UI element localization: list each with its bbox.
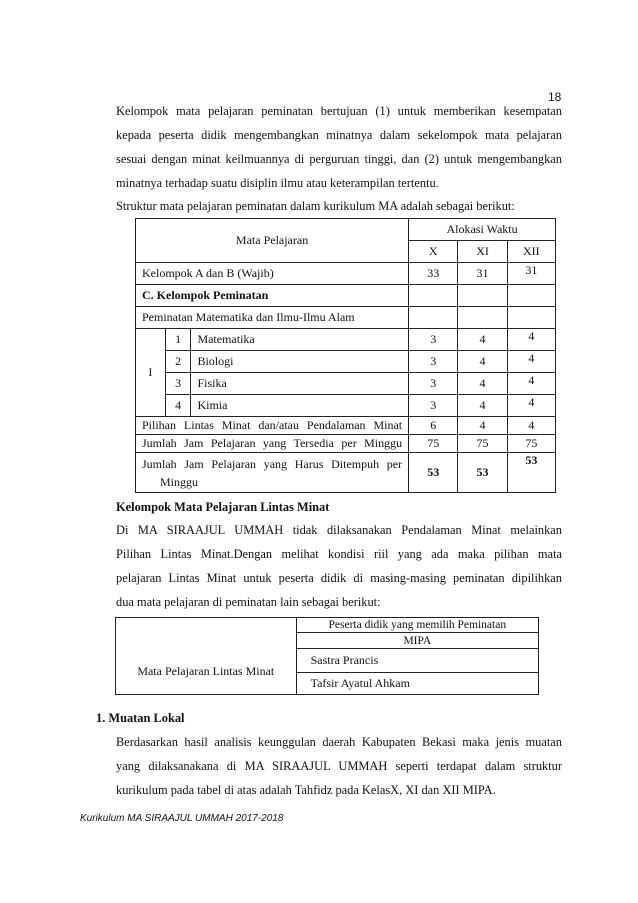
cell-value: 31 <box>507 263 555 285</box>
page-footer: Kurikulum MA SIRAAJUL UMMAH 2017-2018 <box>80 813 284 824</box>
subject-name: Fisika <box>191 373 409 395</box>
subject-number: 1 <box>165 329 191 351</box>
struktur-table <box>135 218 556 493</box>
cell-value: 4 <box>507 417 555 435</box>
lintas-line-3: pelajaran Lintas Minat untuk peserta didik di masing-masing peminatan dipilihkan <box>116 571 562 585</box>
cell-value: 4 <box>458 417 507 435</box>
cell-value: 75 <box>409 435 458 453</box>
intro-line-4: minatnya terhadap suatu disiplin ilmu atau keterampilan tertentu. <box>116 176 439 190</box>
table-row <box>136 285 556 307</box>
muatan-line-1: Berdasarkan hasil analisis keunggulan daerah Kabupaten Bekasi maka jenis muatan <box>116 735 562 749</box>
muatan-line-2: yang dilaksanakana di MA SIRAAJUL UMMAH seperti terdapat dalam struktur <box>116 759 562 773</box>
table-row <box>136 395 556 417</box>
row-label: C. Kelompok Peminatan <box>136 285 409 307</box>
table-row <box>136 307 556 329</box>
row-label: Mata Pelajaran Lintas Minat <box>116 649 297 695</box>
table-row <box>136 263 556 285</box>
table-row <box>136 329 556 351</box>
subject-number: 4 <box>165 395 191 417</box>
row-label-continued: Minggu <box>160 474 199 489</box>
muatan-line-3: kurikulum pada tabel di atas adalah Tahfidz pada KelasX, XI dan XII MIPA. <box>116 783 496 797</box>
lintas-line-2: Pilihan Lintas Minat.Dengan melihat kondisi riil yang ada maka pilihan mata <box>116 547 562 561</box>
cell-value: 4 <box>507 373 555 395</box>
cell-value: 53 <box>507 453 555 493</box>
muatan-lokal-heading: 1. Muatan Lokal <box>96 711 185 725</box>
cell-value: 4 <box>458 395 507 417</box>
cell-value: 53 <box>458 453 507 493</box>
cell-value: 31 <box>458 263 507 285</box>
table-row <box>136 373 556 395</box>
cell-value: 3 <box>409 329 458 351</box>
row-label: Kelompok A dan B (Wajib) <box>136 263 409 285</box>
row-label: Pilihan Lintas Minat dan/atau Pendalaman Minat <box>136 417 409 435</box>
header-peserta: Peserta didik yang memilih Peminatan <box>296 618 538 633</box>
cell-value: 4 <box>507 395 555 417</box>
cell-value: 75 <box>458 435 507 453</box>
lintas-minat-heading: Kelompok Mata Pelajaran Lintas Minat <box>116 500 330 514</box>
row-label: Jumlah Jam Pelajaran yang Harus Ditempuh per <box>142 456 403 471</box>
subject-number: 2 <box>165 351 191 373</box>
cell-value: 33 <box>409 263 458 285</box>
cell-value: 75 <box>507 435 555 453</box>
header-alokasi-waktu: Alokasi Waktu <box>409 219 556 241</box>
cell-value: 4 <box>507 329 555 351</box>
cell-value: 3 <box>409 373 458 395</box>
table-row <box>136 351 556 373</box>
subject-name: Kimia <box>191 395 409 417</box>
cell-value: 3 <box>409 351 458 373</box>
lintas-line-4: dua mata pelajaran di peminatan lain sebagai berikut: <box>116 595 381 609</box>
table-row <box>136 435 556 453</box>
subject-name: Matematika <box>191 329 409 351</box>
intro-line-3: sesuai dengan minat keilmuannya di perguruan tinggi, dan (2) untuk mengembangkan <box>116 152 562 166</box>
header-class-xii: XII <box>507 241 555 263</box>
intro-line-2: kepada peserta didik mengembangkan minatnya dalam sekelompok mata pelajaran <box>116 128 562 142</box>
cell-value: 4 <box>458 329 507 351</box>
row-label: Peminatan Matematika dan Ilmu-Ilmu Alam <box>136 307 409 329</box>
cell-value: 4 <box>458 351 507 373</box>
cell-value: 6 <box>409 417 458 435</box>
list-item: Tafsir Ayatul Ahkam <box>296 673 538 695</box>
list-item: Sastra Prancis <box>296 649 538 673</box>
header-mata-pelajaran: Mata Pelajaran <box>136 219 409 263</box>
header-class-x: X <box>409 241 458 263</box>
roman-numeral: I <box>136 329 166 417</box>
struktur-line: Struktur mata pelajaran peminatan dalam kurikulum MA adalah sebagai berikut: <box>116 199 515 213</box>
intro-line-1: Kelompok mata pelajaran peminatan bertujuan (1) untuk memberikan kesempatan <box>116 104 562 118</box>
header-mipa: MIPA <box>296 633 538 649</box>
subject-name: Biologi <box>191 351 409 373</box>
cell-value: 4 <box>458 373 507 395</box>
cell-value: 3 <box>409 395 458 417</box>
lintas-line-1: Di MA SIRAAJUL UMMAH tidak dilaksanakan Pendalaman Minat melainkan <box>116 523 562 537</box>
cell-value: 53 <box>409 453 458 493</box>
row-label: Jumlah Jam Pelajaran yang Tersedia per Minggu <box>136 435 409 453</box>
table-row <box>136 453 556 493</box>
page-number: 18 <box>548 90 562 104</box>
cell-value: 4 <box>507 351 555 373</box>
subject-number: 3 <box>165 373 191 395</box>
lintas-minat-table <box>115 617 539 695</box>
table-row <box>136 417 556 435</box>
header-class-xi: XI <box>458 241 507 263</box>
